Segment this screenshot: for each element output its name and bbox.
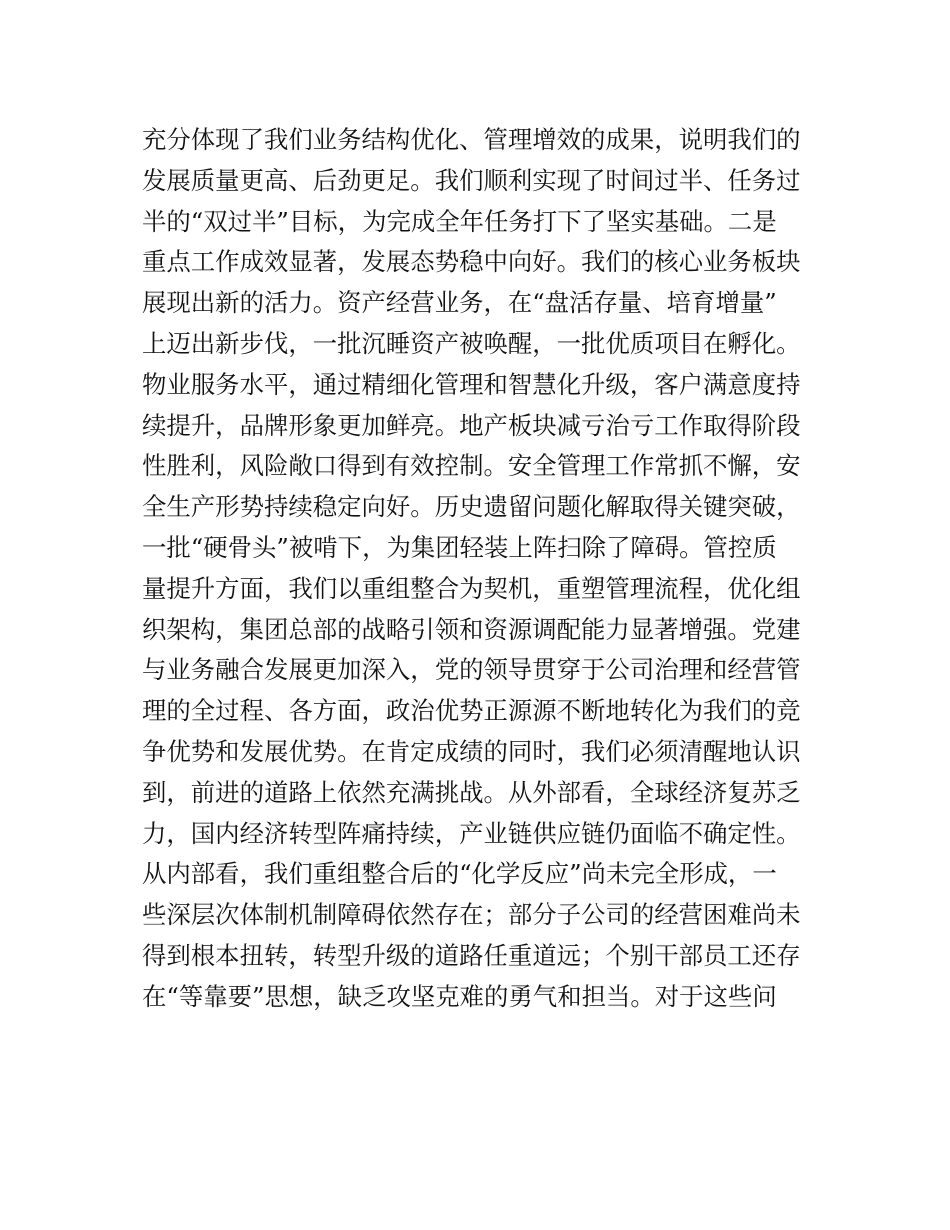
text-line: 与业务融合发展更加深入，党的领导贯穿于公司治理和经营管 xyxy=(142,655,801,685)
text-line: 在“等靠要”思想，缺乏攻坚克难的勇气和担当。对于这些问 xyxy=(142,981,777,1011)
text-line: 半的“双过半”目标，为完成全年任务打下了坚实基础。二是 xyxy=(142,206,777,236)
text-line: 力，国内经济转型阵痛持续，产业链供应链仍面临不确定性。 xyxy=(142,818,801,848)
text-line: 续提升，品牌形象更加鲜亮。地产板块减亏治亏工作取得阶段 xyxy=(142,410,801,440)
text-line: 性胜利，风险敞口得到有效控制。安全管理工作常抓不懈，安 xyxy=(142,451,801,481)
text-line: 展现出新的活力。资产经营业务，在“盘活存量、培育增量” xyxy=(142,288,777,318)
text-line: 到，前进的道路上依然充满挑战。从外部看，全球经济复苏乏 xyxy=(142,777,801,807)
text-line: 物业服务水平，通过精细化管理和智慧化升级，客户满意度持 xyxy=(142,369,801,399)
text-line: 发展质量更高、后劲更足。我们顺利实现了时间过半、任务过 xyxy=(142,165,801,195)
text-line: 得到根本扭转，转型升级的道路任重道远；个别干部员工还存 xyxy=(142,940,801,970)
text-line: 量提升方面，我们以重组整合为契机，重塑管理流程，优化组 xyxy=(142,573,801,603)
text-line: 上迈出新步伐，一批沉睡资产被唤醒，一批优质项目在孵化。 xyxy=(142,328,801,358)
text-line: 理的全过程、各方面，政治优势正源源不断地转化为我们的竞 xyxy=(142,696,801,726)
text-line: 些深层次体制机制障碍依然存在；部分子公司的经营困难尚未 xyxy=(142,900,801,930)
text-line: 从内部看，我们重组整合后的“化学反应”尚未完全形成，一 xyxy=(142,859,777,889)
text-line: 争优势和发展优势。在肯定成绩的同时，我们必须清醒地认识 xyxy=(142,736,801,766)
body-paragraph xyxy=(142,120,822,1018)
text-line: 充分体现了我们业务结构优化、管理增效的成果，说明我们的 xyxy=(142,125,801,154)
text-line: 织架构，集团总部的战略引领和资源调配能力显著增强。党建 xyxy=(142,614,801,644)
text-line: 全生产形势持续稳定向好。历史遗留问题化解取得关键突破， xyxy=(142,492,801,522)
text-line: 重点工作成效显著，发展态势稳中向好。我们的核心业务板块 xyxy=(142,247,801,277)
text-line: 一批“硬骨头”被啃下，为集团轻装上阵扫除了障碍。管控质 xyxy=(142,532,777,562)
